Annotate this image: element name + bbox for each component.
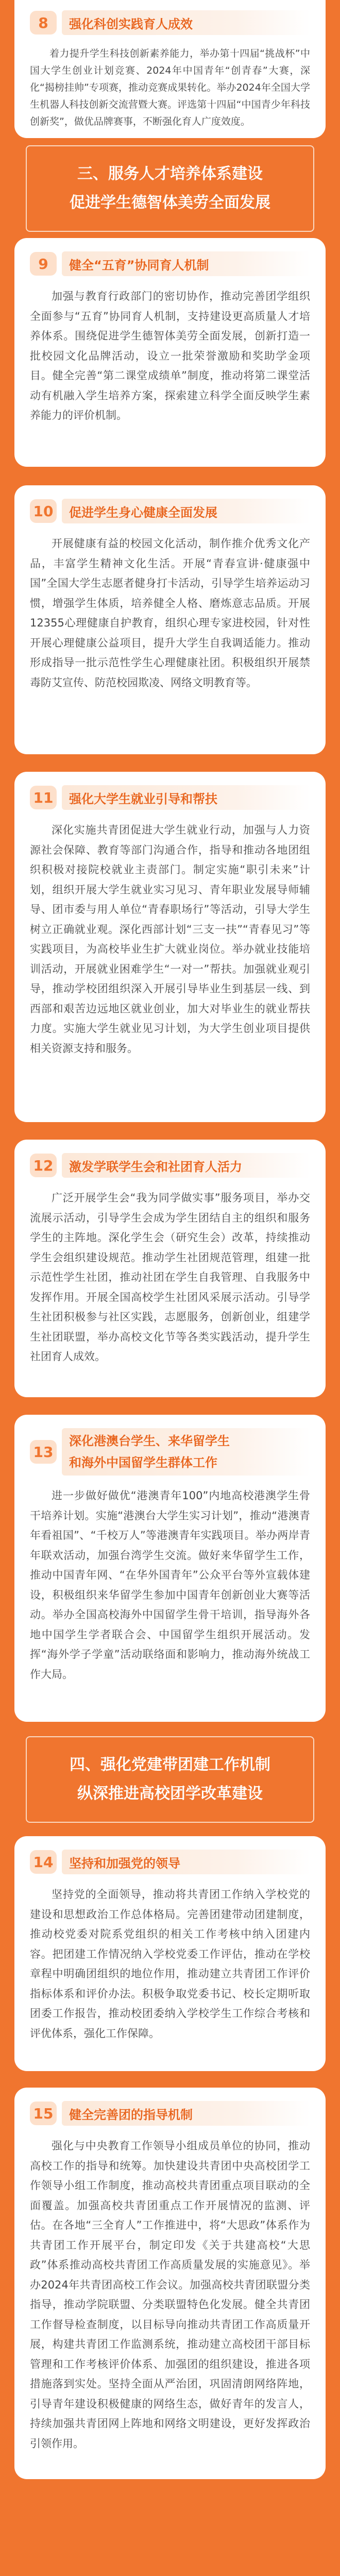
item-body: 强化与中央教育工作领导小组成员单位的协同，推动高校工作的指导和统筹。加快建设共青团中央高校团学工作领导小组工作制度，推动高校共青团重点项目联动的全面覆盖。加强高校共青团重点工作开展情况的监测、评估。在各地“三全育人”工作推进中，将“大思政”体系作为共青团工作开展平台，制定印发《关于共建高校“大思政”体系推动高校共青团工作高质量发展的实施意见》。举办2024年共青团高校工作会议。加强高校共青团联盟分类指导，推动学院联盟、分类联盟特色化发展。健全共青团工作督导检查制度，以目标导向推动共青团工作高质量开展，构建共青团工作监测系统，推动建立高校团干部目标管理和工作考核评价体系、加强团的组织建设，推进各项措施落到实处。坚持全面从严治团，巩固清朗网络阵地，引导青年建设积极健康的网络生态，做好青年的发言人，持续加强共青团网上阵地和网络文明建设，更好发挥政治引领作用。	[30, 2140, 310, 2450]
card-header	[30, 785, 310, 810]
card-14	[14, 1836, 326, 2071]
item-body: 开展健康有益的校园文化活动，制作推介优秀文化产品，丰富学生精神文化生活。开展“青春宣讲·健康强中国”全国大学生志愿者健身打卡活动，引导学生培养运动习惯，增强学生体质，培养健全人格、磨炼意志品质。开展12355心理健康自护教育，组织心理专家进校园，针对性开展心理健康公益项目，提升大学生自我调适能力。推动形成指导一批示范性学生心理健康社团。积极组织开展禁毒防艾宣传、防范校园欺凌、网络文明教育等。	[30, 537, 310, 689]
card-15	[14, 2088, 326, 2479]
item-number-badge: 14	[30, 1850, 57, 1874]
item-title: 深化港澳台学生、来华留学生 和海外中国留学生群体工作	[62, 1428, 310, 1476]
card-12	[14, 1140, 326, 1397]
section-banner-3	[26, 145, 314, 232]
item-title: 强化科创实践育人成效	[62, 10, 310, 35]
item-title: 健全“五育”协同育人机制	[62, 251, 310, 276]
card-8	[14, 0, 326, 138]
section-title-line-1: 三、服务人才培养体系建设	[77, 165, 263, 183]
section-banner-4	[26, 1736, 314, 1823]
item-title: 健全完善团的指导机制	[62, 2101, 310, 2126]
card-header	[30, 1850, 310, 1874]
card-header	[30, 1428, 310, 1476]
card-9	[14, 238, 326, 467]
section-title-line-1: 四、强化党建带团建工作机制	[70, 1756, 270, 1774]
item-title: 强化大学生就业引导和帮扶	[62, 785, 310, 810]
card-header	[30, 2101, 310, 2126]
card-header	[30, 10, 310, 35]
card-10	[14, 485, 326, 754]
item-number-badge: 9	[30, 252, 57, 276]
item-body: 着力提升学生科技创新素养能力，举办第十四届“挑战杯”中国大学生创业计划竞赛、2024年中国青年“创青春”大赛，深化“揭榜挂帅”专项赛，推动竞赛成果转化。举办2024年全国大学生机器人科技创新交流营暨大赛。评选第十四届“中国青少年科技创新奖”，做优品牌赛事，不断强化育人广度效度。	[30, 48, 310, 127]
item-body: 进一步做好做优“港澳青年100”内地高校港澳学生骨干培养计划。实施“港澳台大学生实习计划”，推动“港澳青年看祖国”、“千校万人”等港澳青年实践项目。举办两岸青年联欢活动，加强台湾学生交流。做好来华留学生工作，推动中国青年网、“在华外国青年”公众平台等外宣载体建设，积极组织来华留学生参加中国青年创新创业大赛等活动。举办全国高校海外中国留学生骨干培训，指导海外各地中国学生学者联合会、中国留学生组织开展活动。发挥“海外学子学童”活动联络面和影响力，推动海外统战工作大局。	[30, 1489, 310, 1681]
item-body: 坚持党的全面领导，推动将共青团工作纳入学校党的建设和思想政治工作总体格局。完善团建带动团建制度，推动校党委对院系党组织的相关工作考核中纳入团建内容。把团建工作情况纳入学校党委工作评估，推动在学校章程中明确团组织的地位作用，推动建立共青团工作评价指标体系和评价办法。积极争取党委书记、校长定期听取团委工作报告，推动校团委纳入学校学生工作综合考核和评优体系，强化工作保障。	[30, 1888, 310, 2040]
section-title-line-2: 纵深推进高校团学改革建设	[77, 1785, 263, 1803]
card-header	[30, 1153, 310, 1178]
item-title: 激发学联学生会和社团育人活力	[62, 1153, 310, 1178]
card-11	[14, 772, 326, 1122]
item-number-badge: 11	[30, 786, 57, 809]
item-title: 坚持和加强党的领导	[62, 1850, 310, 1874]
card-13	[14, 1415, 326, 1722]
item-body: 加强与教育行政部门的密切协作，推动完善团学组织全面参与“五育”协同育人机制，支持建设更高质量人才培养体系。围绕促进学生德智体美劳全面发展，创新打造一批校园文化品牌活动，设立一批荣誉激励和奖助学金项目。健全完善“第二课堂成绩单”制度，推动将第二课堂活动有机融入学生培养方案，探索建立科学全面反映学生素养能力的评价机制。	[30, 290, 310, 421]
item-number-badge: 15	[30, 2102, 57, 2125]
item-number-badge: 8	[30, 11, 57, 35]
card-header	[30, 251, 310, 276]
item-number-badge: 13	[30, 1440, 57, 1464]
item-body: 深化实施共青团促进大学生就业行动，加强与人力资源社会保障、教育等部门沟通合作，指导和推动各地团组织积极对接院校就业主责部门。制定实施“职引未来”计划，组织开展大学生就业实习见习、青年职业发展导师辅导、团市委与用人单位“青春职场行”等活动，引导大学生树立正确就业观。深化西部计划“三支一扶”“青春见习”等实践项目，为高校毕业生扩大就业岗位。举办就业技能培训活动，开展就业困难学生“一对一”帮扶。加强就业观引导，推动学校团组织深入开展引导毕业生到基层一线、到西部和艰苦边远地区就业创业，加大对毕业生的就业帮扶力度。实施大学生就业见习计划，为大学生创业项目提供相关资源支持和服务。	[30, 824, 310, 1055]
item-title: 促进学生身心健康全面发展	[62, 499, 310, 523]
card-header	[30, 499, 310, 523]
item-number-badge: 12	[30, 1154, 57, 1177]
item-body: 广泛开展学生会“我为同学做实事”服务项目，举办交流展示活动，引导学生会成为学生团结自主的组织和服务学生的主阵地。深化学生会（研究生会）改革，持续推动学生会组织建设规范。推动学生社团规范管理，组建一批示范性学生社团，推动社团在学生自我管理、自我服务中发挥作用。开展全国高校学生社团风采展示活动。引导学生社团积极参与社区实践，志愿服务，创新创业，组建学生社团联盟，举办高校文化节等各类实践活动，提升学生社团育人成效。	[30, 1192, 310, 1363]
section-title-line-2: 促进学生德智体美劳全面发展	[70, 194, 270, 212]
item-number-badge: 10	[30, 499, 57, 523]
